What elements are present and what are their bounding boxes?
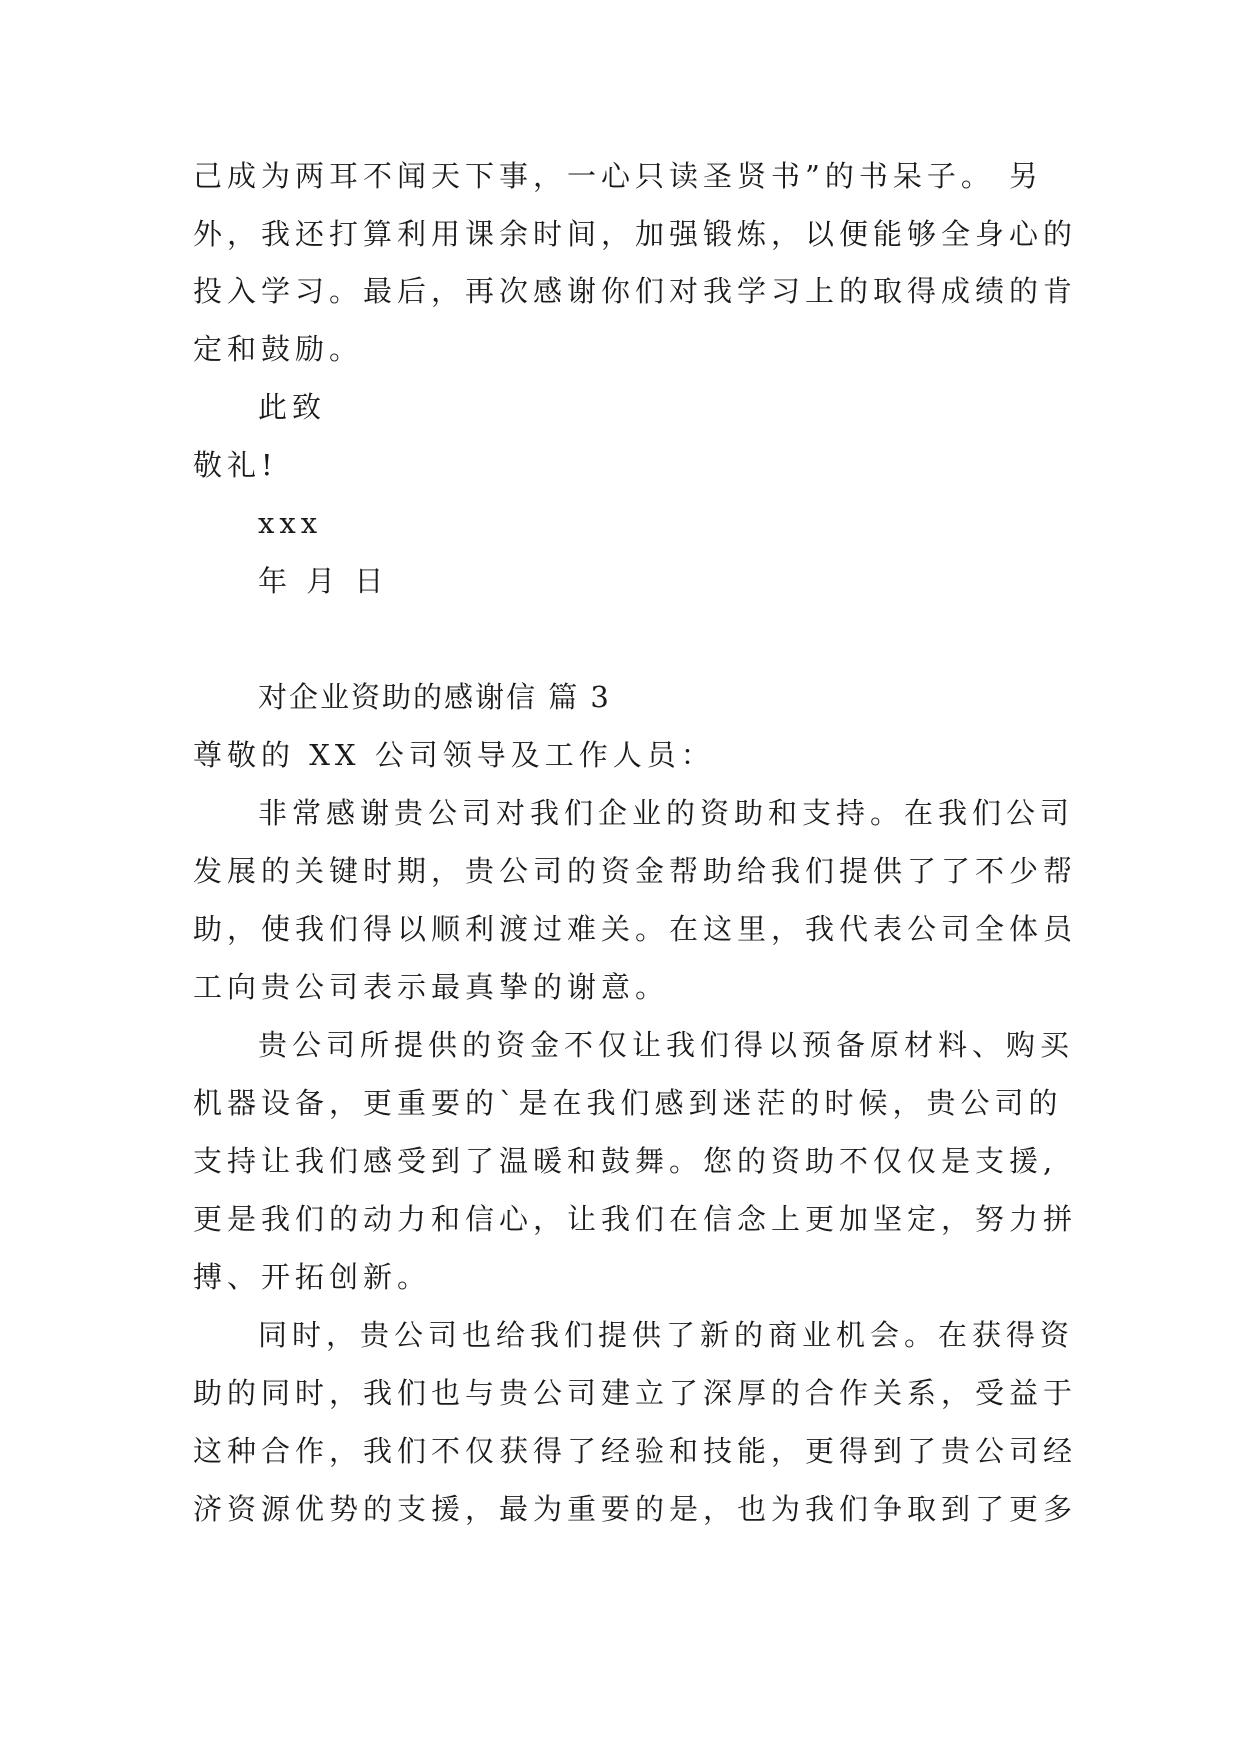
closing-respect: 敬礼! <box>193 448 278 482</box>
signature-date: 年 月 日 <box>258 564 389 598</box>
letter-greeting: 尊敬的 XX 公司领导及工作人员： <box>193 738 715 772</box>
text-line: 己成为两耳不闻天下事，一心只读圣贤书”的书呆子。 另 <box>193 159 1044 193</box>
text-line: 定和鼓励。 <box>193 332 364 366</box>
text-line: 机器设备，更重要的`是在我们感到迷茫的时候，贵公司的 <box>193 1086 1063 1120</box>
text-line: 济资源优势的支援，最为重要的是，也为我们争取到了更多 <box>193 1492 1078 1526</box>
text-line: 助的同时，我们也与贵公司建立了深厚的合作关系，受益于 <box>193 1376 1078 1410</box>
text-line: 这种合作，我们不仅获得了经验和技能，更得到了贵公司经 <box>193 1434 1078 1468</box>
text-line: 工向贵公司表示最真挚的谢意。 <box>193 970 670 1004</box>
text-line: 更是我们的动力和信心，让我们在信念上更加坚定，努力拼 <box>193 1202 1078 1236</box>
text-line: 外，我还打算利用课余时间，加强锻炼，以便能够全身心的 <box>193 217 1078 251</box>
section-title: 对企业资助的感谢信 篇 3 <box>258 680 611 714</box>
text-line: 助，使我们得以顺利渡过难关。在这里，我代表公司全体员 <box>193 912 1078 946</box>
signature-name: xxx <box>258 506 323 540</box>
text-line: 支持让我们感受到了温暖和鼓舞。您的资助不仅仅是支援, <box>193 1144 1058 1178</box>
text-line: 贵公司所提供的资金不仅让我们得以预备原材料、购买 <box>258 1028 1075 1062</box>
text-line: 搏、开拓创新。 <box>193 1260 432 1294</box>
text-line: 发展的关键时期，贵公司的资金帮助给我们提供了了不少帮 <box>193 854 1078 888</box>
text-line: 同时，贵公司也给我们提供了新的商业机会。在获得资 <box>258 1318 1075 1352</box>
closing-salutation: 此致 <box>258 390 327 424</box>
text-line: 非常感谢贵公司对我们企业的资助和支持。在我们公司 <box>258 796 1075 830</box>
text-line: 投入学习。最后，再次感谢你们对我学习上的取得成绩的肯 <box>193 274 1078 308</box>
